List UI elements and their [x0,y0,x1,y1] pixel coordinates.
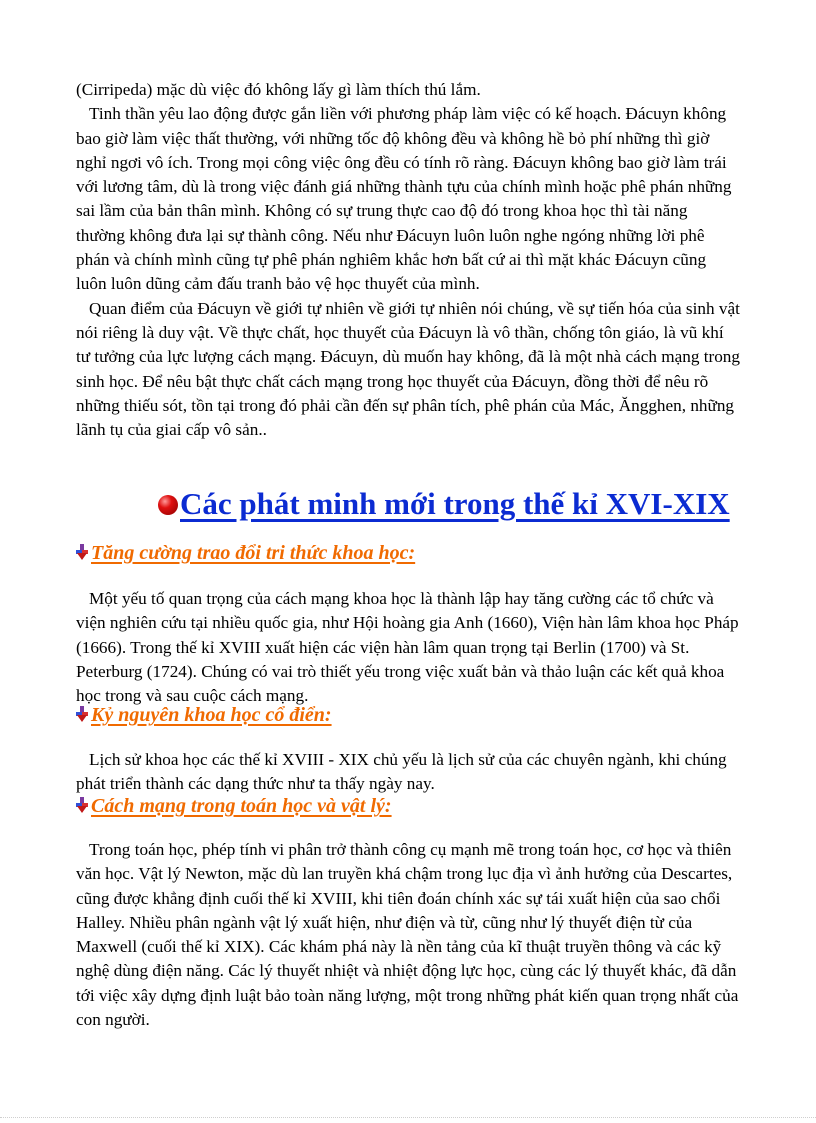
red-bullet-icon [158,495,178,515]
section-paragraph: Một yếu tố quan trọng của cách mạng khoa học là thành lập hay tăng cường các tổ chức và viện nghiên cứu tại nhiều quốc gia, như Hội hoàng gia Anh (1660), Viện hàn lâm khoa học Pháp (1666). Trong thế kỉ XVIII xuất hiện các viện hàn lâm quan trọng tại Berlin (1700) và St. Peterburg (1724). Chúng có vai trò thiết yếu trong việc xuất bản và thảo luận các kết quả khoa học trong và sau cuộc cách mạng. [76,589,739,706]
section-heading-classical-science [74,702,332,728]
section-body-math-physics [76,838,740,1032]
main-heading [158,484,730,524]
section-heading-math-physics [74,793,392,819]
intro-paragraph-3: Quan điểm của Đácuyn về giới tự nhiên về giới tự nhiên nói chúng, về sự tiến hóa của sinh vật nói riêng là duy vật. Về thực chất, học thuyết của Đácuyn là vô thần, chống tôn giáo, là vũ khí tư tưởng của lực lượng cách mạng. Đácuyn, dù muốn hay không, đã là một nhà cách mạng trong sinh học. Để nêu bật thực chất cách mạng trong học thuyết của Đácuyn, đồng thời để nêu rõ những thiếu sót, tồn tại trong đó phải cần đến sự phân tích, phê phán của Mác, Ăngghen, những lãnh tụ của giai cấp vô sản.. [76,298,740,440]
section-paragraph: Lịch sử khoa học các thế kỉ XVIII - XIX chủ yếu là lịch sử của các chuyên ngành, khi chúng phát triển thành các dạng thức như ta thấy ngày nay. [76,750,727,794]
arrow-down-icon [74,544,90,560]
intro-paragraph-1: (Cirripeda) mặc dù việc đó không lấy gì làm thích thú lắm. [76,80,481,99]
section-body-classical-science [76,748,740,797]
intro-text [76,78,740,442]
arrow-down-icon [74,706,90,722]
section-body-knowledge-exchange [76,587,740,708]
arrow-down-icon [74,797,90,813]
section-heading-knowledge-exchange [74,540,415,566]
intro-paragraph-2: Tinh thần yêu lao động được gắn liền với phương pháp làm việc có kế hoạch. Đácuyn không bao giờ làm việc thất thường, với những tốc độ không đều và không hề bỏ phí những thì giờ nghỉ ngơi vô ích. Trong mọi công việc ông đều có tính rõ ràng. Đácuyn không bao giờ làm trái với lương tâm, dù là trong việc đánh giá những thành tựu của chính mình hoặc phê phán những sai lầm của bản thân mình. Không có sự trung thực cao độ đó trong khoa học thì tài năng thường không đưa lại sự thành công. Nếu như Đácuyn luôn luôn nghe ngóng những lời phê phán và chính mình cũng tự phê phán nghiêm khắc hơn bất cứ ai thì mặt khác Đácuyn cũng luôn luôn dũng cảm đấu tranh bảo vệ học thuyết của mình. [76,104,732,294]
section-heading-text: Kỷ nguyên khoa học cổ điển: [91,704,332,726]
section-heading-text: Cách mạng trong toán học và vật lý: [91,795,392,817]
main-heading-text: Các phát minh mới trong thế kỉ XVI-XIX [180,486,730,521]
section-heading-text: Tăng cường trao đổi tri thức khoa học: [91,542,416,564]
page-bottom-divider [0,1117,816,1118]
section-paragraph: Trong toán học, phép tính vi phân trở thành công cụ mạnh mẽ trong toán học, cơ học và thiên văn học. Vật lý Newton, mặc dù lan truyền khá chậm trong lục địa vì ảnh hưởng của Descartes, cũng được khẳng định cuối thế kỉ XVIII, khi tiên đoán chính xác sự tái xuất hiện của sao chổi Halley. Nhiều phân ngành vật lý xuất hiện, như điện và từ, cũng như lý thuyết điện từ của Maxwell (cuối thế kỉ XIX). Các khám phá này là nền tảng của kĩ thuật truyền thông và các kỹ nghệ dùng điện năng. Các lý thuyết nhiệt và nhiệt động lực học, cùng các lý thuyết khác, đã dẫn tới việc xây dựng định luật bảo toàn năng lượng, một trong những phát kiến quan trọng nhất của con người. [76,840,739,1030]
